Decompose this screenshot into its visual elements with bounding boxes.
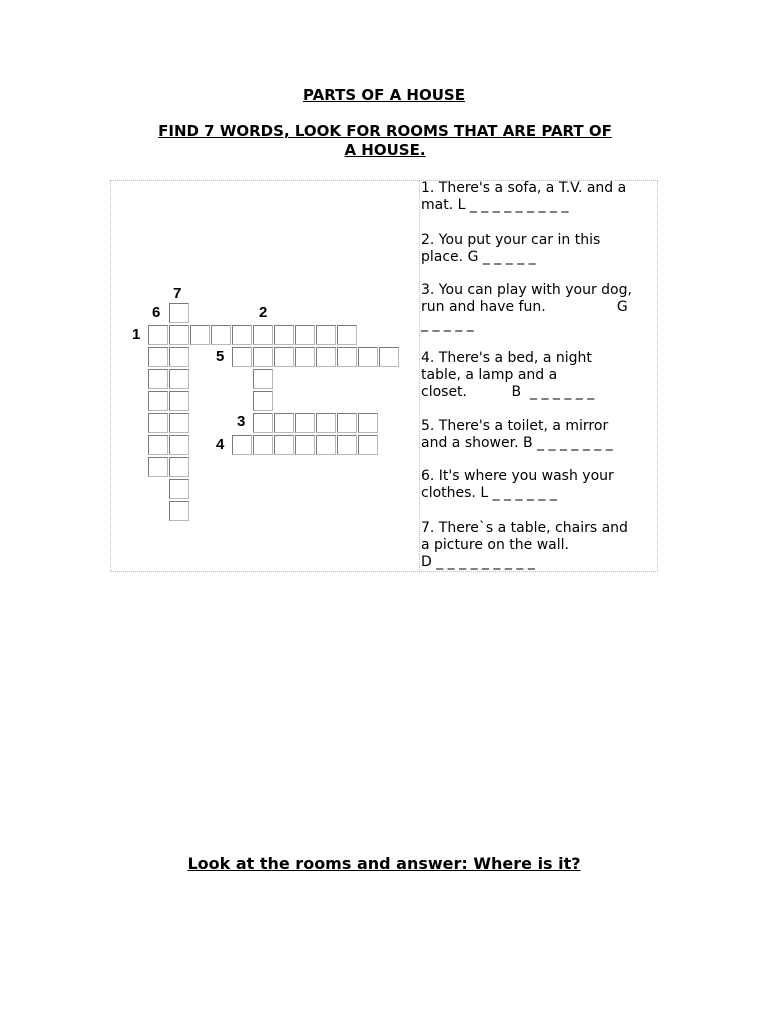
crossword-cell[interactable] <box>337 325 357 345</box>
clue-number-7: 7 <box>173 285 182 302</box>
crossword-cell[interactable] <box>358 347 378 367</box>
crossword-cell[interactable] <box>148 435 168 455</box>
table-divider <box>419 180 420 572</box>
instructions-line-1: FIND 7 WORDS, LOOK FOR ROOMS THAT ARE PART OF <box>158 122 612 140</box>
crossword-cell[interactable] <box>337 435 357 455</box>
clue-number-3: 3 <box>237 413 246 430</box>
clue-3-line-3: _ _ _ _ _ <box>421 316 474 332</box>
clue-6 <box>421 468 659 502</box>
crossword-cell[interactable] <box>295 325 315 345</box>
crossword-cell[interactable] <box>316 413 336 433</box>
clue-7-line-1: 7. There`s a table, chairs and <box>421 520 628 536</box>
crossword-cell[interactable] <box>169 435 189 455</box>
crossword-cell[interactable] <box>253 391 273 411</box>
clue-5-line-1: 5. There's a toilet, a mirror <box>421 418 609 434</box>
clue-4-line-3: closet. B _ _ _ _ _ _ <box>421 384 595 400</box>
clue-2-line-2: place. G _ _ _ _ _ <box>421 249 536 265</box>
clue-number-1: 1 <box>132 326 141 343</box>
clue-6-line-2: clothes. L _ _ _ _ _ _ <box>421 485 557 501</box>
crossword-cell[interactable] <box>190 325 210 345</box>
crossword-cell[interactable] <box>316 435 336 455</box>
crossword-cell[interactable] <box>253 347 273 367</box>
clue-4-line-1: 4. There's a bed, a night <box>421 350 592 366</box>
crossword-cell[interactable] <box>148 369 168 389</box>
crossword-cell[interactable] <box>253 413 273 433</box>
crossword-cell[interactable] <box>169 413 189 433</box>
clue-1 <box>421 180 659 214</box>
crossword-cell[interactable] <box>169 347 189 367</box>
crossword-cell[interactable] <box>169 303 189 323</box>
crossword-cell[interactable] <box>148 391 168 411</box>
clue-number-6: 6 <box>152 304 161 321</box>
crossword-cell[interactable] <box>379 347 399 367</box>
crossword-cell[interactable] <box>316 325 336 345</box>
clue-3-line-1: 3. You can play with your dog, <box>421 282 632 298</box>
footer-prompt: Look at the rooms and answer: Where is it? <box>187 854 581 873</box>
clue-2 <box>421 232 659 266</box>
crossword-cell[interactable] <box>253 325 273 345</box>
crossword-cell[interactable] <box>337 413 357 433</box>
crossword-cell[interactable] <box>169 369 189 389</box>
crossword-cell[interactable] <box>169 479 189 499</box>
instructions-line-2: A HOUSE. <box>344 141 426 159</box>
crossword-cell[interactable] <box>337 347 357 367</box>
clue-5 <box>421 418 659 452</box>
crossword-cell[interactable] <box>169 325 189 345</box>
crossword-cell[interactable] <box>358 435 378 455</box>
crossword-cell[interactable] <box>274 325 294 345</box>
instructions <box>110 122 660 160</box>
crossword-cell[interactable] <box>274 347 294 367</box>
clue-7-line-3: D _ _ _ _ _ _ _ _ _ <box>421 554 535 570</box>
clue-7-line-2: a picture on the wall. <box>421 537 569 553</box>
clue-3 <box>421 282 659 333</box>
clue-1-line-2: mat. L _ _ _ _ _ _ _ _ _ <box>421 197 569 213</box>
clue-2-line-1: 2. You put your car in this <box>421 232 601 248</box>
crossword-cell[interactable] <box>253 435 273 455</box>
crossword-cell[interactable] <box>295 347 315 367</box>
crossword-cell[interactable] <box>295 435 315 455</box>
crossword-cell[interactable] <box>148 325 168 345</box>
crossword-grid <box>111 181 419 571</box>
clue-3-line-2: run and have fun. G <box>421 299 628 315</box>
crossword-cell[interactable] <box>232 325 252 345</box>
clue-4-line-2: table, a lamp and a <box>421 367 558 383</box>
crossword-cell[interactable] <box>358 413 378 433</box>
clue-1-line-1: 1. There's a sofa, a T.V. and a <box>421 180 627 196</box>
page-title: PARTS OF A HOUSE <box>303 86 465 104</box>
clue-number-4: 4 <box>216 436 225 453</box>
crossword-cell[interactable] <box>169 457 189 477</box>
crossword-cell[interactable] <box>148 457 168 477</box>
clue-number-5: 5 <box>216 348 225 365</box>
crossword-cell[interactable] <box>274 435 294 455</box>
crossword-cell[interactable] <box>169 391 189 411</box>
crossword-cell[interactable] <box>211 325 231 345</box>
clue-5-line-2: and a shower. B _ _ _ _ _ _ _ <box>421 435 613 451</box>
crossword-cell[interactable] <box>148 413 168 433</box>
crossword-cell[interactable] <box>274 413 294 433</box>
crossword-cell[interactable] <box>253 369 273 389</box>
crossword-cell[interactable] <box>169 501 189 521</box>
crossword-cell[interactable] <box>148 347 168 367</box>
clue-4 <box>421 350 659 401</box>
clue-number-2: 2 <box>259 304 268 321</box>
crossword-cell[interactable] <box>232 435 252 455</box>
clue-7 <box>421 520 659 571</box>
clue-6-line-1: 6. It's where you wash your <box>421 468 614 484</box>
crossword-cell[interactable] <box>232 347 252 367</box>
crossword-cell[interactable] <box>295 413 315 433</box>
crossword-cell[interactable] <box>316 347 336 367</box>
